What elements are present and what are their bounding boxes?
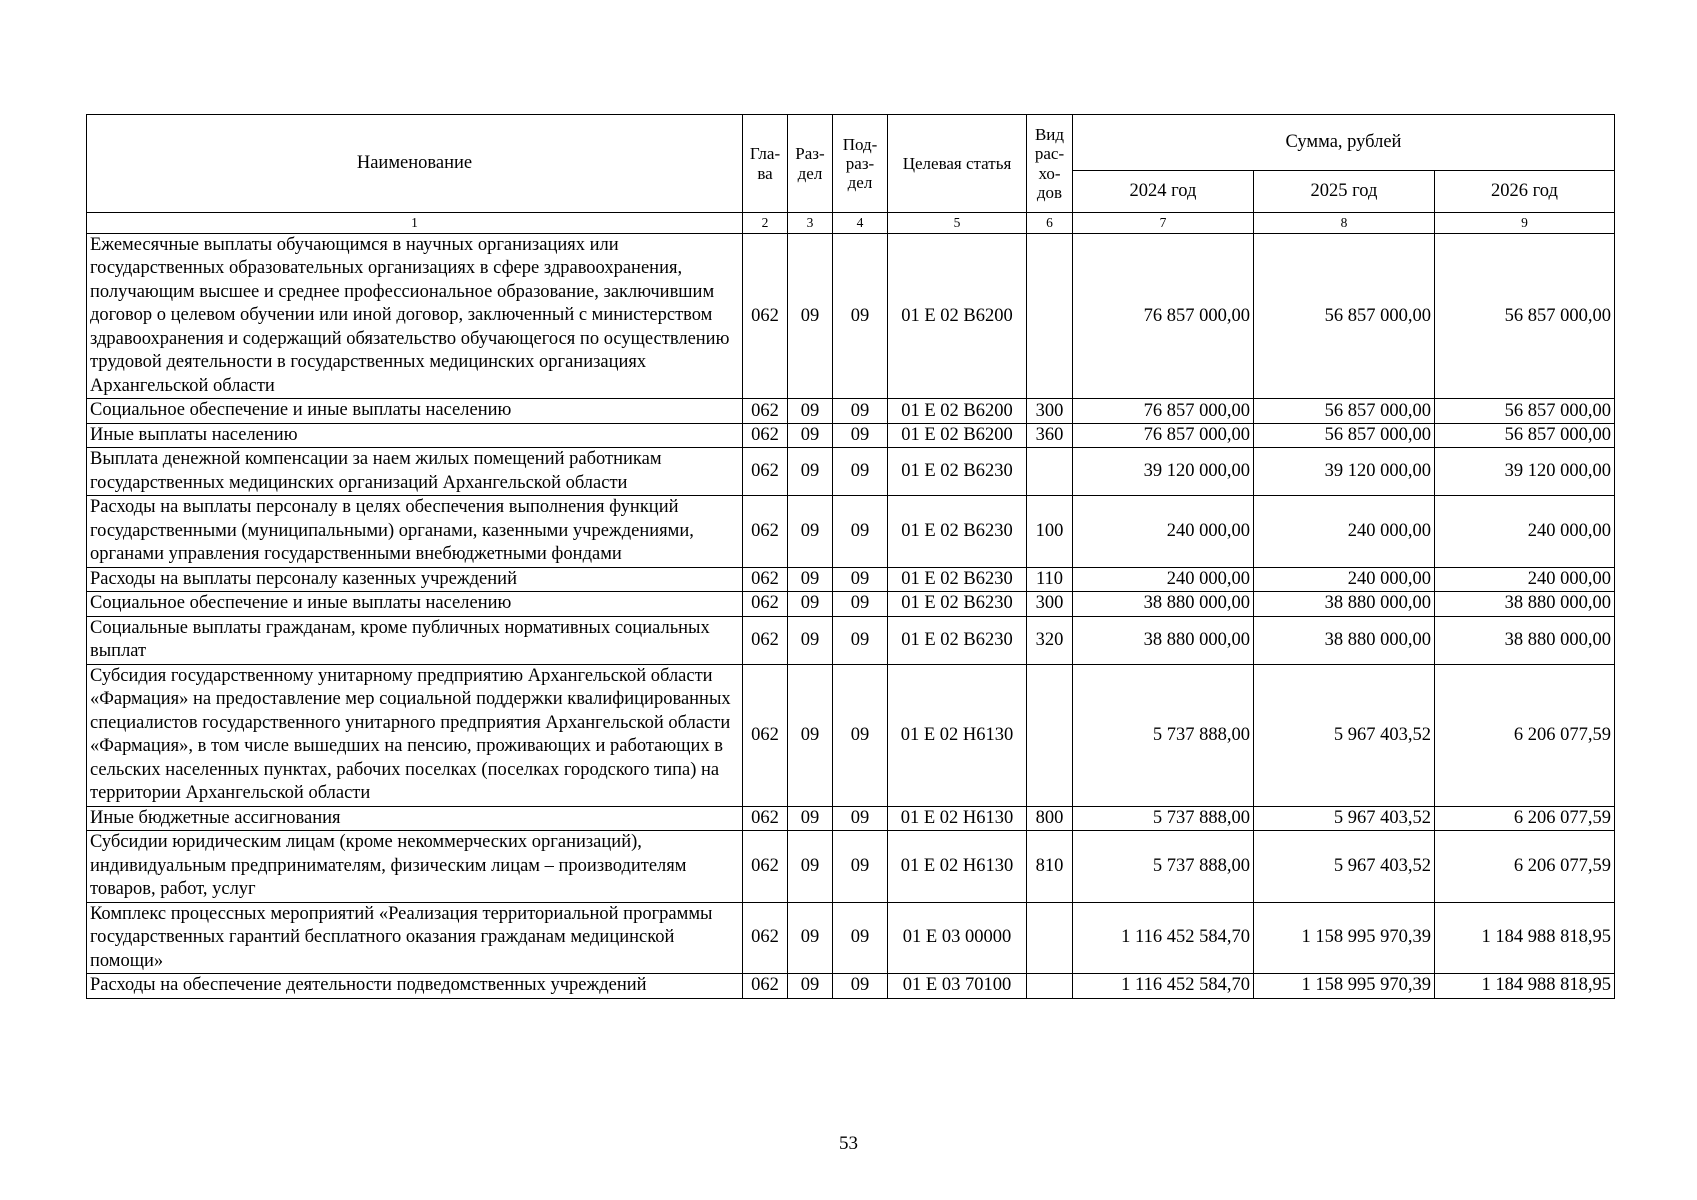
- table-row: [87, 399, 1615, 423]
- row-sum-2026: 1 184 988 818,95: [1435, 974, 1615, 998]
- row-sum-2024: 5 737 888,00: [1073, 831, 1254, 902]
- row-sum-2026: 1 184 988 818,95: [1435, 902, 1615, 973]
- row-podrazdel: 09: [833, 806, 888, 830]
- table-row: [87, 831, 1615, 902]
- row-vid-rashodov: 800: [1027, 806, 1073, 830]
- row-sum-2025: 39 120 000,00: [1254, 448, 1435, 496]
- row-celevaya-statya: 01 Е 02 Н6130: [888, 664, 1027, 806]
- row-celevaya-statya: 01 Е 02 В6200: [888, 423, 1027, 447]
- row-vid-rashodov: [1027, 902, 1073, 973]
- column-number: 5: [888, 213, 1027, 234]
- row-glava: 062: [743, 831, 788, 902]
- table-row: [87, 592, 1615, 616]
- row-sum-2024: 76 857 000,00: [1073, 423, 1254, 447]
- row-glava: 062: [743, 423, 788, 447]
- row-sum-2025: 5 967 403,52: [1254, 806, 1435, 830]
- row-sum-2024: 1 116 452 584,70: [1073, 902, 1254, 973]
- row-sum-2025: 56 857 000,00: [1254, 234, 1435, 399]
- row-celevaya-statya: 01 Е 02 В6230: [888, 448, 1027, 496]
- row-razdel: 09: [788, 616, 833, 664]
- row-celevaya-statya: 01 Е 02 В6230: [888, 567, 1027, 591]
- row-sum-2026: 56 857 000,00: [1435, 234, 1615, 399]
- row-podrazdel: 09: [833, 448, 888, 496]
- row-glava: 062: [743, 664, 788, 806]
- column-number: 9: [1435, 213, 1615, 234]
- column-number: 6: [1027, 213, 1073, 234]
- table-row: [87, 806, 1615, 830]
- header-glava: [743, 115, 788, 213]
- row-sum-2026: 6 206 077,59: [1435, 806, 1615, 830]
- header-name: Наименование: [87, 115, 743, 213]
- row-razdel: 09: [788, 806, 833, 830]
- column-number: 7: [1073, 213, 1254, 234]
- row-name: Расходы на обеспечение деятельности подведомственных учреждений: [87, 974, 743, 998]
- row-vid-rashodov: 320: [1027, 616, 1073, 664]
- row-name: Иные бюджетные ассигнования: [87, 806, 743, 830]
- row-sum-2024: 38 880 000,00: [1073, 616, 1254, 664]
- row-name: Социальное обеспечение и иные выплаты населению: [87, 592, 743, 616]
- row-sum-2024: 76 857 000,00: [1073, 234, 1254, 399]
- row-vid-rashodov: 300: [1027, 399, 1073, 423]
- budget-table: [86, 114, 1615, 999]
- row-name: Расходы на выплаты персоналу казенных учреждений: [87, 567, 743, 591]
- row-sum-2025: 240 000,00: [1254, 567, 1435, 591]
- row-name: Расходы на выплаты персоналу в целях обеспечения выполнения функций государственными (муниципальными) органами, казенными учреждениями, органами управления государственными внебюджетными фондами: [87, 496, 743, 567]
- row-sum-2025: 56 857 000,00: [1254, 423, 1435, 447]
- row-sum-2024: 5 737 888,00: [1073, 664, 1254, 806]
- row-celevaya-statya: 01 Е 02 В6200: [888, 399, 1027, 423]
- row-vid-rashodov: 300: [1027, 592, 1073, 616]
- table-row: [87, 234, 1615, 399]
- page-number: 53: [839, 1133, 858, 1154]
- table-row: [87, 902, 1615, 973]
- row-sum-2024: 1 116 452 584,70: [1073, 974, 1254, 998]
- row-razdel: 09: [788, 399, 833, 423]
- row-glava: 062: [743, 496, 788, 567]
- table-row: [87, 664, 1615, 806]
- row-glava: 062: [743, 448, 788, 496]
- row-celevaya-statya: 01 Е 02 Н6130: [888, 806, 1027, 830]
- row-celevaya-statya: 01 Е 02 Н6130: [888, 831, 1027, 902]
- row-celevaya-statya: 01 Е 02 В6230: [888, 592, 1027, 616]
- row-sum-2025: 38 880 000,00: [1254, 616, 1435, 664]
- row-glava: 062: [743, 234, 788, 399]
- row-razdel: 09: [788, 234, 833, 399]
- row-podrazdel: 09: [833, 616, 888, 664]
- row-glava: 062: [743, 974, 788, 998]
- header-podrazdel: [833, 115, 888, 213]
- table-header: [87, 115, 1615, 234]
- row-celevaya-statya: 01 Е 02 В6230: [888, 496, 1027, 567]
- row-name: Субсидия государственному унитарному предприятию Архангельской области «Фармация» на предоставление мер социальной поддержки квалифицированных специалистов государственного унитарного предприятия Архангельской области «Фармация», в том числе вышедших на пенсию, проживающих и работающих в сельских населенных пунктах, рабочих поселках (поселках городского типа) на территории Архангельской области: [87, 664, 743, 806]
- row-sum-2026: 39 120 000,00: [1435, 448, 1615, 496]
- table-row: [87, 448, 1615, 496]
- row-razdel: 09: [788, 831, 833, 902]
- table-row: [87, 616, 1615, 664]
- row-podrazdel: 09: [833, 567, 888, 591]
- column-number: 4: [833, 213, 888, 234]
- row-sum-2025: 240 000,00: [1254, 496, 1435, 567]
- header-vid-label: Вид рас-хо-дов: [1034, 125, 1065, 202]
- header-celevaya-label: Целевая статья: [902, 153, 1012, 173]
- row-sum-2026: 38 880 000,00: [1435, 592, 1615, 616]
- table-row: [87, 496, 1615, 567]
- row-podrazdel: 09: [833, 423, 888, 447]
- row-sum-2025: 1 158 995 970,39: [1254, 974, 1435, 998]
- row-name: Социальное обеспечение и иные выплаты населению: [87, 399, 743, 423]
- row-razdel: 09: [788, 974, 833, 998]
- row-podrazdel: 09: [833, 974, 888, 998]
- row-sum-2026: 56 857 000,00: [1435, 399, 1615, 423]
- column-numbers-row: [87, 213, 1615, 234]
- row-sum-2025: 5 967 403,52: [1254, 664, 1435, 806]
- row-celevaya-statya: 01 Е 02 В6230: [888, 616, 1027, 664]
- header-year-2024: 2024 год: [1073, 171, 1254, 213]
- row-podrazdel: 09: [833, 831, 888, 902]
- row-vid-rashodov: [1027, 448, 1073, 496]
- row-glava: 062: [743, 592, 788, 616]
- row-razdel: 09: [788, 592, 833, 616]
- row-glava: 062: [743, 806, 788, 830]
- row-name: Субсидии юридическим лицам (кроме некоммерческих организаций), индивидуальным предпринимателям, физическим лицам – производителям товаров, работ, услуг: [87, 831, 743, 902]
- row-razdel: 09: [788, 664, 833, 806]
- row-sum-2025: 1 158 995 970,39: [1254, 902, 1435, 973]
- row-sum-2025: 56 857 000,00: [1254, 399, 1435, 423]
- row-vid-rashodov: [1027, 234, 1073, 399]
- row-razdel: 09: [788, 448, 833, 496]
- row-celevaya-statya: 01 Е 03 00000: [888, 902, 1027, 973]
- row-sum-2025: 5 967 403,52: [1254, 831, 1435, 902]
- header-razdel-label: Раз-дел: [795, 144, 825, 183]
- row-vid-rashodov: 110: [1027, 567, 1073, 591]
- row-vid-rashodov: [1027, 664, 1073, 806]
- table-row: [87, 567, 1615, 591]
- row-sum-2024: 76 857 000,00: [1073, 399, 1254, 423]
- row-sum-2024: 39 120 000,00: [1073, 448, 1254, 496]
- table-row: [87, 423, 1615, 447]
- row-glava: 062: [743, 902, 788, 973]
- table-body: [87, 234, 1615, 999]
- row-podrazdel: 09: [833, 902, 888, 973]
- column-number: 1: [87, 213, 743, 234]
- row-podrazdel: 09: [833, 234, 888, 399]
- row-sum-2026: 240 000,00: [1435, 496, 1615, 567]
- row-sum-2026: 38 880 000,00: [1435, 616, 1615, 664]
- header-summa: Сумма, рублей: [1073, 115, 1615, 171]
- row-razdel: 09: [788, 423, 833, 447]
- row-glava: 062: [743, 567, 788, 591]
- row-sum-2024: 240 000,00: [1073, 567, 1254, 591]
- row-glava: 062: [743, 399, 788, 423]
- row-podrazdel: 09: [833, 592, 888, 616]
- row-sum-2026: 6 206 077,59: [1435, 664, 1615, 806]
- header-celevaya: [888, 115, 1027, 213]
- row-sum-2026: 240 000,00: [1435, 567, 1615, 591]
- header-razdel: [788, 115, 833, 213]
- row-sum-2024: 240 000,00: [1073, 496, 1254, 567]
- row-podrazdel: 09: [833, 399, 888, 423]
- column-number: 3: [788, 213, 833, 234]
- row-sum-2026: 6 206 077,59: [1435, 831, 1615, 902]
- row-sum-2024: 5 737 888,00: [1073, 806, 1254, 830]
- row-vid-rashodov: 100: [1027, 496, 1073, 567]
- row-name: Иные выплаты населению: [87, 423, 743, 447]
- row-sum-2026: 56 857 000,00: [1435, 423, 1615, 447]
- row-celevaya-statya: 01 Е 03 70100: [888, 974, 1027, 998]
- row-sum-2024: 38 880 000,00: [1073, 592, 1254, 616]
- row-razdel: 09: [788, 902, 833, 973]
- row-vid-rashodov: 360: [1027, 423, 1073, 447]
- header-glava-label: Гла-ва: [749, 144, 781, 183]
- row-vid-rashodov: [1027, 974, 1073, 998]
- column-number: 8: [1254, 213, 1435, 234]
- header-year-2025: 2025 год: [1254, 171, 1435, 213]
- row-vid-rashodov: 810: [1027, 831, 1073, 902]
- column-number: 2: [743, 213, 788, 234]
- header-year-2026: 2026 год: [1435, 171, 1615, 213]
- row-name: Социальные выплаты гражданам, кроме публичных нормативных социальных выплат: [87, 616, 743, 664]
- row-sum-2025: 38 880 000,00: [1254, 592, 1435, 616]
- row-podrazdel: 09: [833, 664, 888, 806]
- row-glava: 062: [743, 616, 788, 664]
- row-razdel: 09: [788, 496, 833, 567]
- header-podrazdel-label: Под-раз-дел: [842, 134, 878, 193]
- header-vid: [1027, 115, 1073, 213]
- row-razdel: 09: [788, 567, 833, 591]
- row-podrazdel: 09: [833, 496, 888, 567]
- row-name: Комплекс процессных мероприятий «Реализация территориальной программы государственных гарантий бесплатного оказания гражданам медицинской помощи»: [87, 902, 743, 973]
- row-celevaya-statya: 01 Е 02 В6200: [888, 234, 1027, 399]
- row-name: Выплата денежной компенсации за наем жилых помещений работникам государственных медицинских организаций Архангельской области: [87, 448, 743, 496]
- table-row: [87, 974, 1615, 998]
- row-name: Ежемесячные выплаты обучающимся в научных организациях или государственных образовательных организациях в сфере здравоохранения, получающим высшее и среднее профессиональное образование, заключившим договор о целевом обучении или иной договор, заключенный с министерством здравоохранения и содержащий обязательство обучающегося по осуществлению трудовой деятельности в государственных медицинских организациях Архангельской области: [87, 234, 743, 399]
